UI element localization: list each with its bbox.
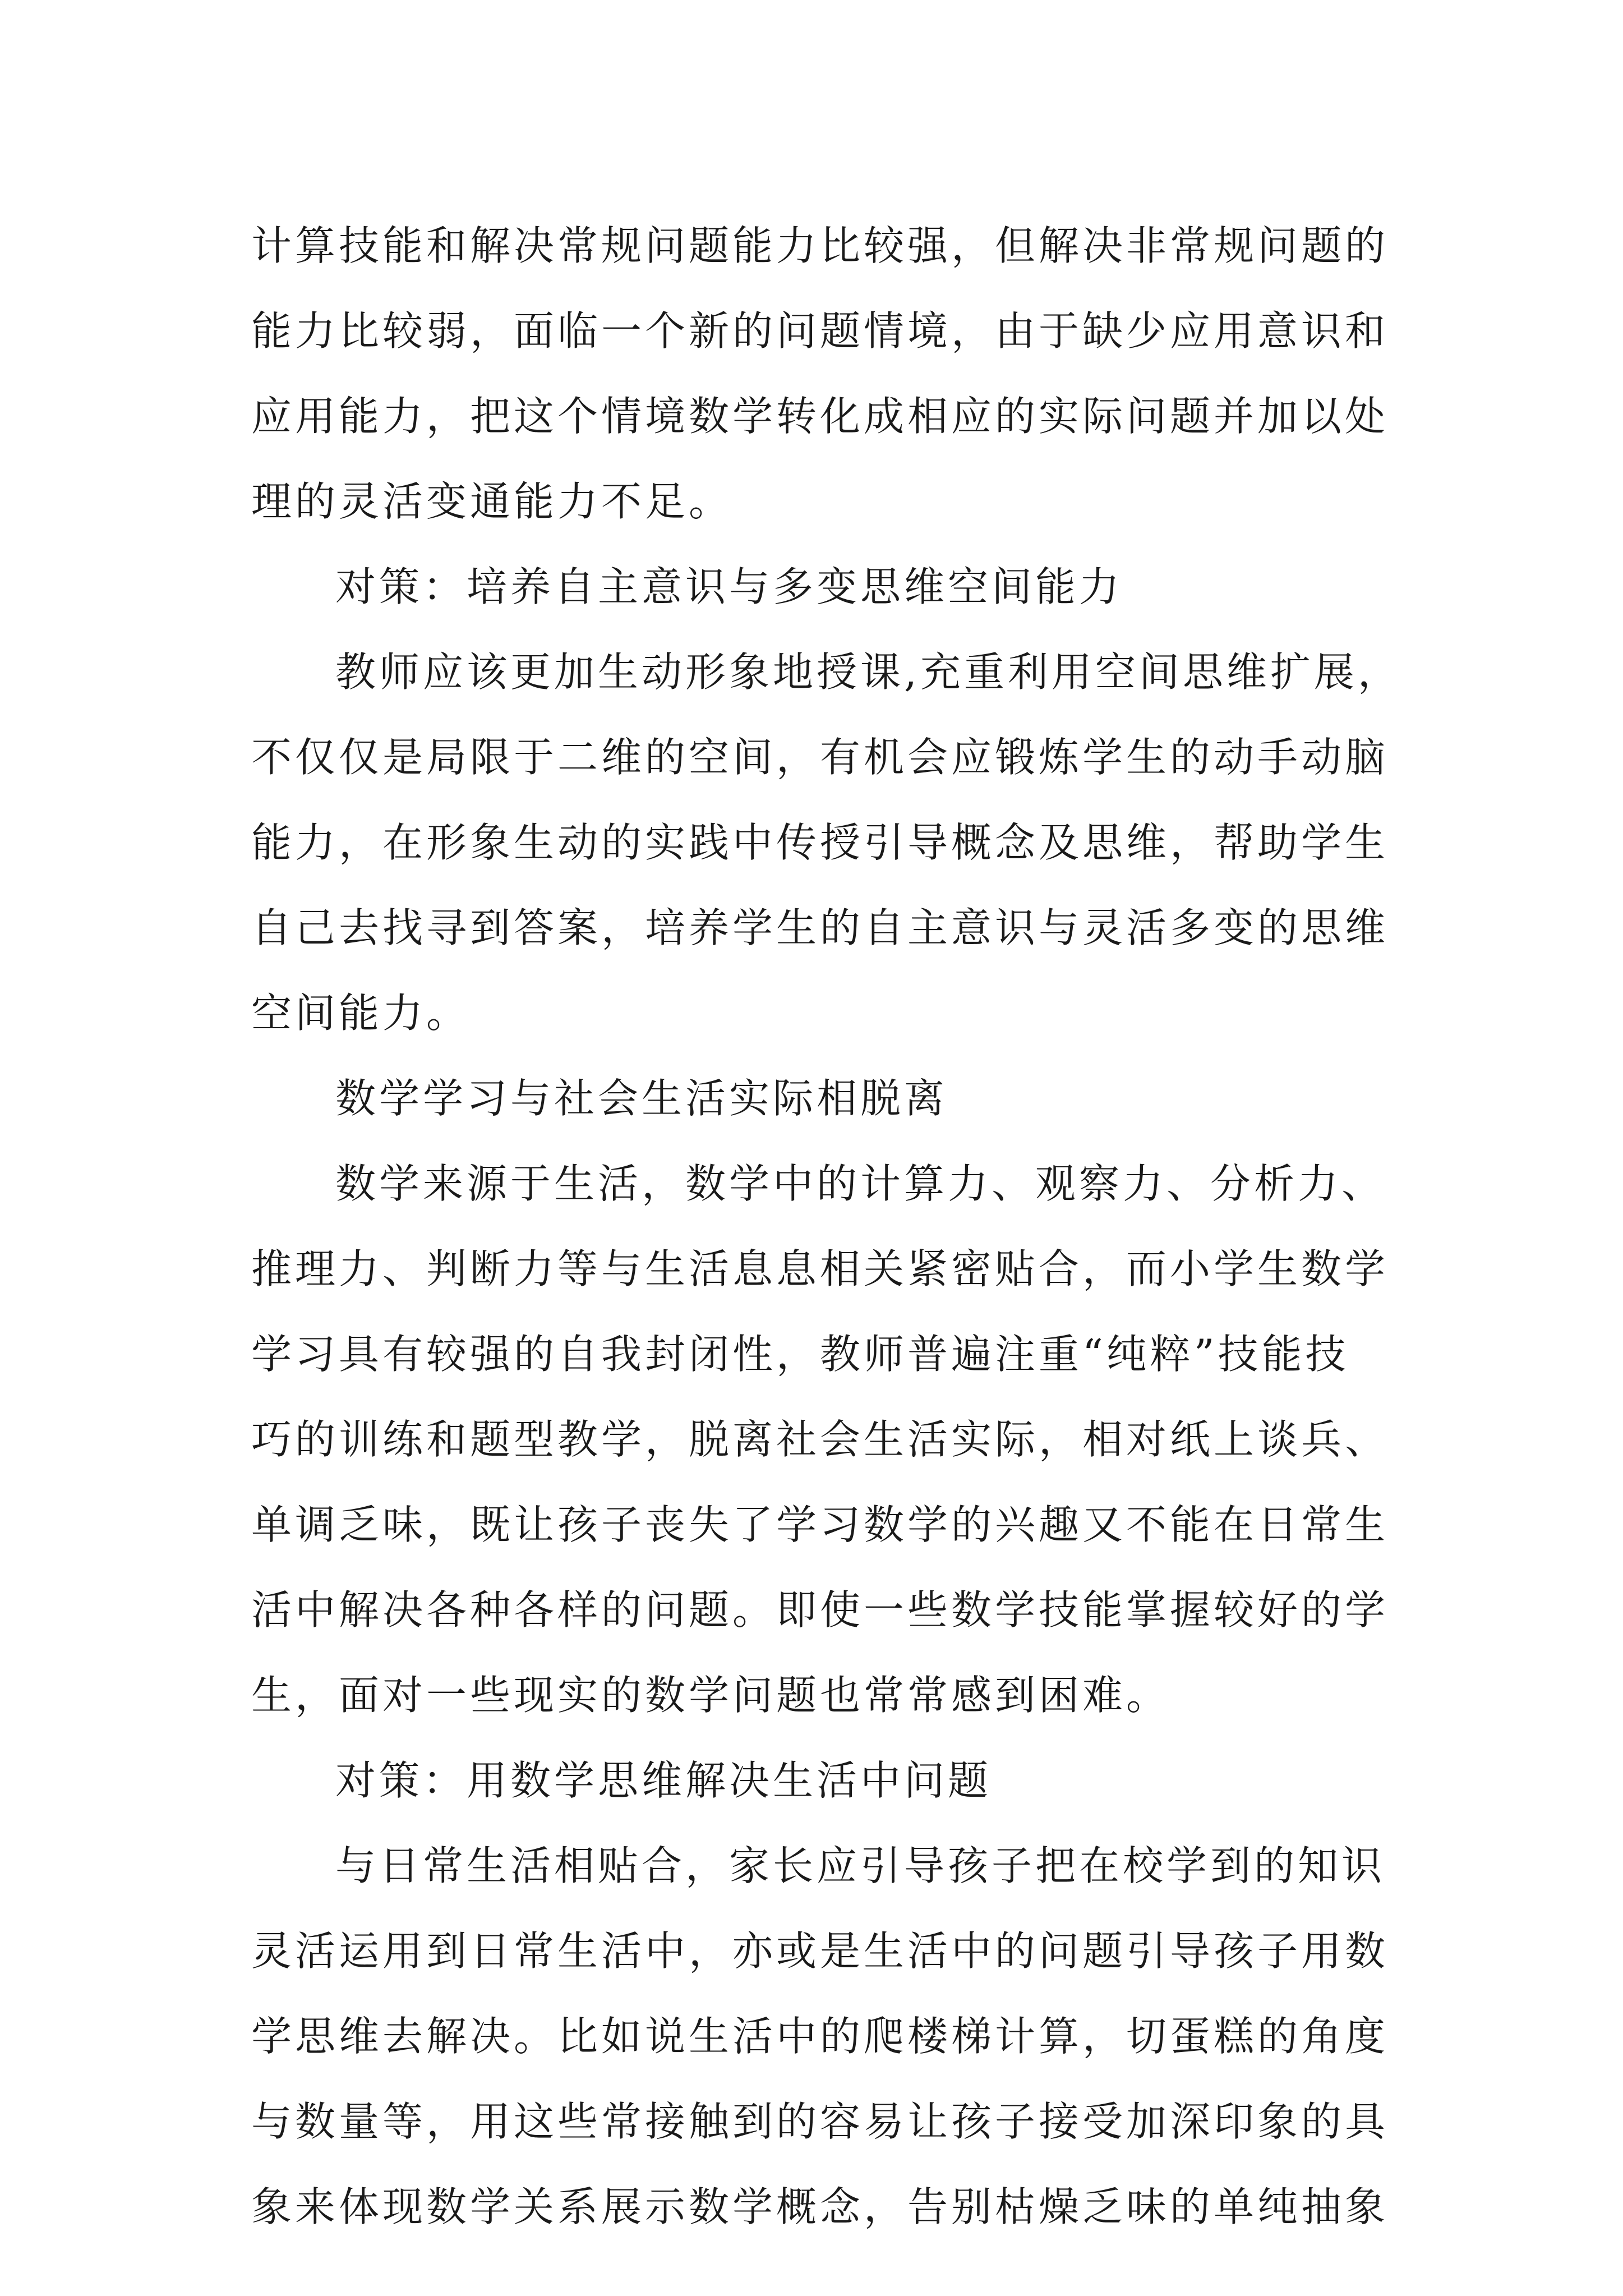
text-line: 学思维去解决。比如说生活中的爬楼梯计算，切蛋糕的角度 bbox=[251, 2013, 1389, 2060]
text-line: 能力比较弱，面临一个新的问题情境，由于缺少应用意识和 bbox=[251, 307, 1389, 355]
text-line: 理的灵活变通能力不足。 bbox=[251, 478, 733, 525]
section-heading: 对策：用数学思维解决生活中问题 bbox=[335, 1757, 992, 1804]
text-line: 自己去找寻到答案，培养学生的自主意识与灵活多变的思维 bbox=[251, 904, 1389, 951]
text-line: 单调乏味，既让孩子丧失了学习数学的兴趣又不能在日常生 bbox=[251, 1501, 1389, 1548]
text-line: 与数量等，用这些常接触到的容易让孩子接受加深印象的具 bbox=[251, 2098, 1389, 2145]
text-line: 空间能力。 bbox=[251, 990, 471, 1037]
text-line: 灵活运用到日常生活中，亦或是生活中的问题引导孩子用数 bbox=[251, 1927, 1389, 1975]
text-line: 推理力、判断力等与生活息息相关紧密贴合，而小学生数学 bbox=[251, 1245, 1389, 1292]
section-heading: 对策：培养自主意识与多变思维空间能力 bbox=[335, 563, 1123, 610]
text-line: 与日常生活相贴合，家长应引导孩子把在校学到的知识 bbox=[335, 1842, 1386, 1889]
text-line: 能力，在形象生动的实践中传授引导概念及思维，帮助学生 bbox=[251, 819, 1389, 866]
text-line: 数学来源于生活，数学中的计算力、观察力、分析力、 bbox=[335, 1160, 1386, 1207]
text-line: 教师应该更加生动形象地授课,充重利用空间思维扩展， bbox=[335, 648, 1401, 696]
text-line: 生，面对一些现实的数学问题也常常感到困难。 bbox=[251, 1672, 1170, 1719]
text-line: 巧的训练和题型教学，脱离社会生活实际，相对纸上谈兵、 bbox=[251, 1416, 1389, 1463]
section-heading: 数学学习与社会生活实际相脱离 bbox=[335, 1075, 948, 1122]
text-line: 计算技能和解决常规问题能力比较强，但解决非常规问题的 bbox=[251, 222, 1389, 269]
text-line: 不仅仅是局限于二维的空间，有机会应锻炼学生的动手动脑 bbox=[251, 734, 1389, 781]
text-line: 象来体现数学关系展示数学概念，告别枯燥乏味的单纯抽象 bbox=[251, 2183, 1389, 2230]
text-line: 应用能力，把这个情境数学转化成相应的实际问题并加以处 bbox=[251, 393, 1389, 440]
text-line: 活中解决各种各样的问题。即使一些数学技能掌握较好的学 bbox=[251, 1586, 1389, 1634]
document-body bbox=[251, 203, 1401, 2249]
text-line: 学习具有较强的自我封闭性，教师普遍注重“纯粹”技能技 bbox=[251, 1331, 1349, 1378]
